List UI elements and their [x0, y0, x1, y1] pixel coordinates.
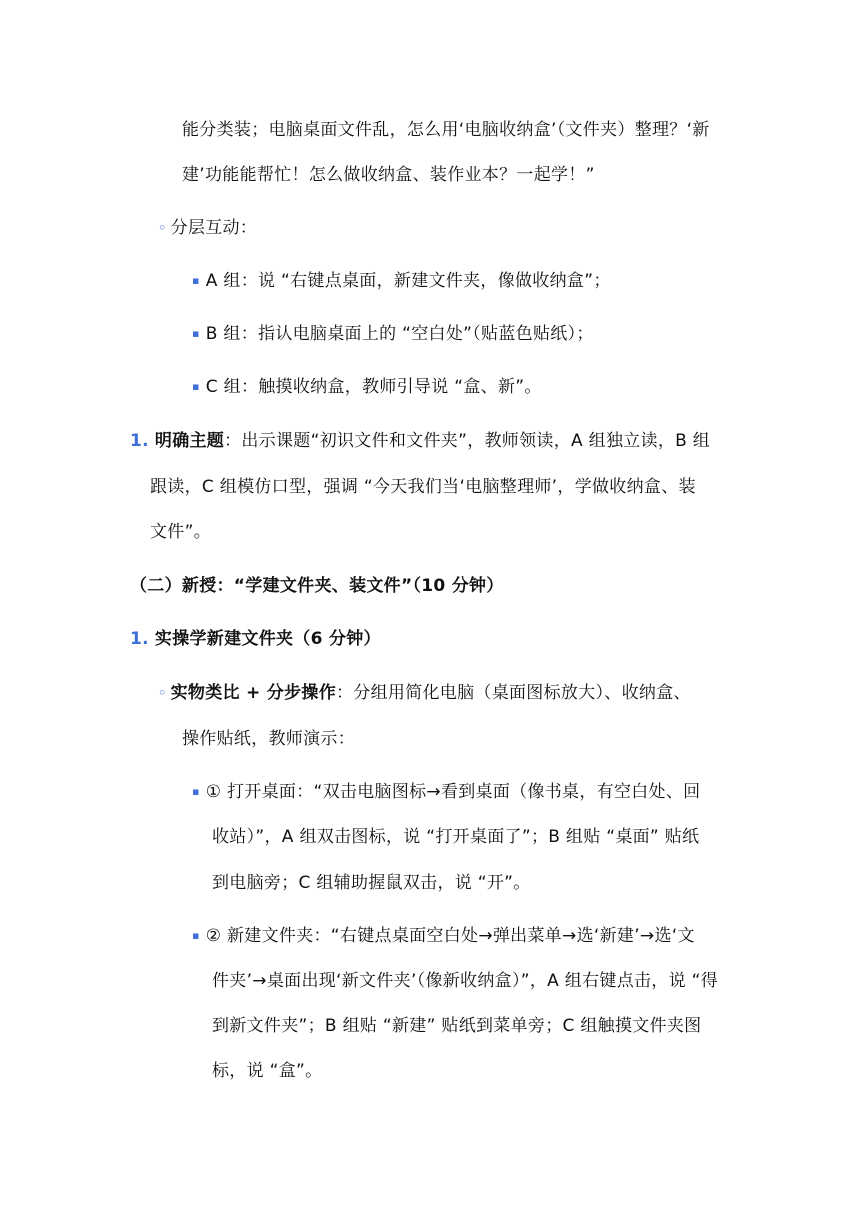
list-item-step-2: ▪ ② 新建文件夹：“右键点桌面空白处→弹出菜单→选‘新建’→选‘文 — [192, 926, 695, 946]
paragraph-line: 收站）”，A 组双击图标，说 “打开桌面了”；B 组贴 “桌面” 贴纸 — [212, 827, 700, 847]
square-bullet-icon: ▪ — [192, 380, 200, 393]
paragraph-line: 件夹’→桌面出现‘新文件夹’（像新收纳盒）”，A 组右键点击，说 “得 — [212, 971, 719, 991]
circle-bullet-icon: ◦ — [158, 686, 167, 701]
square-bullet-icon: ▪ — [192, 274, 200, 287]
list-item-group-b: ▪ B 组：指认电脑桌面上的 “空白处”（贴蓝色贴纸）； — [192, 324, 594, 344]
paragraph-line: 到电脑旁；C 组辅助握鼠双击，说 “开”。 — [212, 873, 531, 893]
paragraph-line: 操作贴纸，教师演示： — [182, 729, 355, 749]
item-heading: 实操学新建文件夹（6 分钟） — [154, 629, 381, 649]
list-number: 1. — [130, 629, 149, 649]
list-item-layered-interaction: ◦ 分层互动： — [158, 216, 257, 241]
list-number: 1. — [130, 431, 149, 451]
paragraph-line: 标，说 “盒”。 — [212, 1061, 323, 1081]
square-bullet-icon: ▪ — [192, 327, 200, 340]
paragraph-line: 文件”。 — [150, 522, 212, 542]
list-item-group-a: ▪ A 组：说 “右键点桌面，新建文件夹，像做收纳盒”； — [192, 271, 611, 291]
numbered-item-define-theme: 1. 明确主题：出示课题“初识文件和文件夹”，教师领读，A 组独立读，B 组 — [130, 431, 711, 451]
section-heading: （二）新授：“学建文件夹、装文件”（10 分钟） — [130, 576, 504, 596]
numbered-item-practice — [130, 627, 381, 651]
item-heading: 实物类比 + 分步操作 — [170, 683, 336, 703]
square-bullet-icon: ▪ — [192, 785, 200, 798]
circle-bullet-icon: ◦ — [158, 221, 167, 236]
square-bullet-icon: ▪ — [192, 929, 200, 942]
list-item-step-1: ▪ ① 打开桌面：“双击电脑图标→看到桌面（像书桌，有空白处、回 — [192, 782, 701, 802]
paragraph-line: 到新文件夹”；B 组贴 “新建” 贴纸到菜单旁；C 组触摸文件夹图 — [212, 1016, 702, 1036]
list-item-analogy: ◦ 实物类比 + 分步操作：分组用简化电脑（桌面图标放大）、收纳盒、 — [158, 681, 691, 706]
paragraph-line: 跟读，C 组模仿口型，强调 “今天我们当‘电脑整理师’，学做收纳盒、装 — [150, 477, 696, 497]
list-item-group-c: ▪ C 组：触摸收纳盒，教师引导说 “盒、新”。 — [192, 377, 542, 397]
item-heading: 明确主题 — [154, 431, 225, 451]
paragraph-line: 能分类装；电脑桌面文件乱，怎么用‘电脑收纳盒’（文件夹）整理？‘新 — [182, 120, 710, 140]
paragraph-line: 建’功能能帮忙！怎么做收纳盒、装作业本？一起学！” — [182, 165, 595, 185]
